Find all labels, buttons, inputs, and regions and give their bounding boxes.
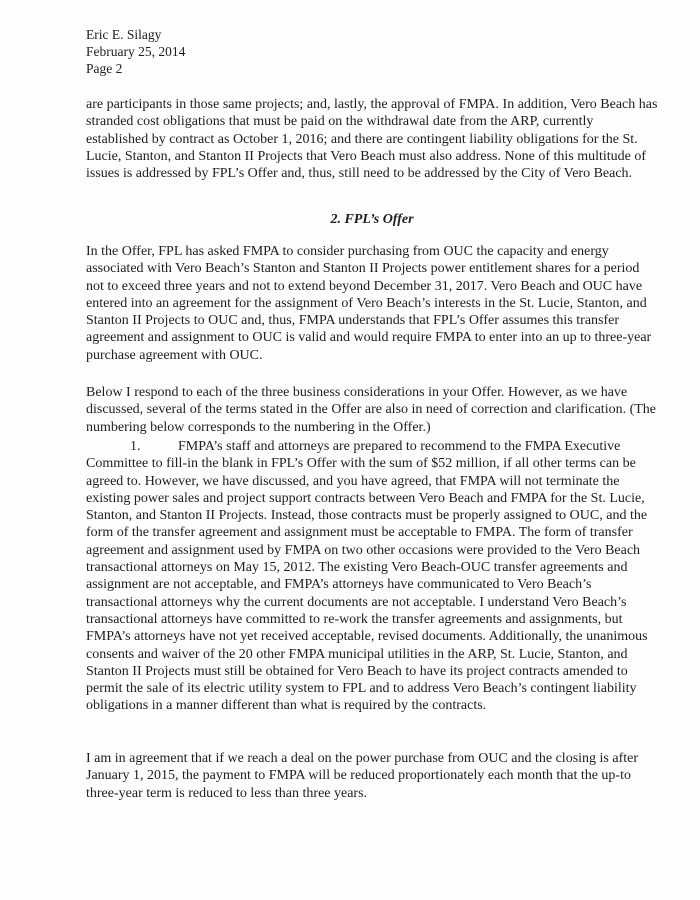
letter-header — [86, 26, 185, 77]
item-number: 1. — [130, 439, 141, 454]
paragraph-text: Below I respond to each of the three business considerations in your Offer. However, as we have discussed, several of the terms stated in the Offer are also in need of correction and clarification. (The numbering below corresponds to the numbering in the Offer.) — [86, 385, 657, 435]
section-heading: 2. FPL’s Offer — [330, 212, 414, 227]
paragraph-continuation — [86, 96, 658, 182]
paragraph-text: are participants in those same projects; and, lastly, the approval of FMPA. In addition, Vero Beach has stranded cost obligations that must be paid on the withdrawal date from the ARP, currently established by contract as October 1, 2016; and there are contingent liability obligations for the St. Lucie, Stanton, and Stanton II Projects that Vero Beach must also address. None of this multitude of issues is addressed by FPL’s Offer and, thus, still need to be addressed by the City of Vero Beach. — [86, 97, 658, 182]
page-number: Page 2 — [86, 61, 123, 76]
item-body: FMPA’s staff and attorneys are prepared to recommend to the FMPA Executive Committee to fill-in the blank in FPL’s Offer with the sum of $52 million, if all other terms can be agreed to. However, we have discussed, and you have agreed, that FMPA will not terminate the existing power sales and project support contracts between Vero Beach and FMPA for the St. Lucie, Stanton, and Stanton II Projects. Instead, those contracts must be properly assigned to OUC, and the form of the transfer agreement and assignment must be acceptable to FMPA. The form of transfer agreement and assignment used by FMPA on two other occasions were provided to the Vero Beach transactional attorneys on May 15, 2012. The existing Vero Beach-OUC transfer agreements and assignment are not acceptable, and FMPA’s attorneys have communicated to Vero Beach’s transactional attorneys why the current documents are not acceptable. I understand Vero Beach’s transactional attorneys have committed to re-work the transfer agreements and assignments, but FMPA’s attorneys have not yet received acceptable, revised documents. Additionally, the unanimous consents and waiver of the 20 other FMPA municipal utilities in the ARP, St. Lucie, Stanton, and Stanton II Projects must still be obtained for Vero Beach to have its project contracts amended to permit the sale of its electric utility system to FPL and to address Vero Beach’s contingent liability obligations in a manner different than what is required by the contracts. — [86, 439, 648, 714]
paragraph-offer — [86, 243, 658, 364]
paragraph-agreement — [86, 750, 658, 802]
recipient-name: Eric E. Silagy — [86, 27, 162, 42]
letter-date: February 25, 2014 — [86, 44, 186, 59]
paragraph-response-intro — [86, 384, 658, 436]
paragraph-text: In the Offer, FPL has asked FMPA to consider purchasing from OUC the capacity and energy associated with Vero Beach’s Stanton and Stanton II Projects power entitlement shares for a period not to exceed three years and not to extend beyond December 31, 2017. Vero Beach and OUC have entered into an agreement for the assignment of Vero Beach’s interests in the St. Lucie, Stanton, and Stanton II Projects to OUC and, thus, FMPA understands that FPL’s Offer assumes this transfer agreement and assignment to OUC is valid and would require FMPA to enter into an up to three-year purchase agreement with OUC. — [86, 244, 652, 363]
paragraph-text: I am in agreement that if we reach a deal on the power purchase from OUC and the closing is after January 1, 2015, the payment to FMPA will be reduced proportionately each month that the up-to three-year term is reduced to less than three years. — [86, 751, 639, 801]
numbered-item-1 — [86, 438, 658, 715]
numbered-item-text — [86, 438, 658, 715]
